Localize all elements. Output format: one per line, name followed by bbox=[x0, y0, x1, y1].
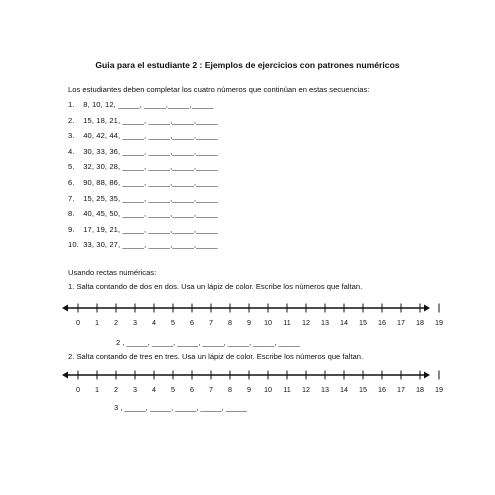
sequence-start: 33, 30, 27, bbox=[83, 240, 121, 250]
number-line-label: 11 bbox=[283, 385, 291, 394]
number-line-label: 10 bbox=[264, 385, 272, 394]
number-line-label: 6 bbox=[190, 385, 194, 394]
exercise-2-instruction: 2. Salta contando de tres en tres. Usa un lápiz de color. Escribe los números que faltan. bbox=[68, 352, 364, 361]
number-line-label: 4 bbox=[152, 385, 156, 394]
number-line-label: 5 bbox=[171, 385, 175, 394]
sequence-item bbox=[68, 225, 218, 234]
number-line-label: 10 bbox=[264, 318, 272, 327]
exercise-1-instruction: 1. Salta contando de dos en dos. Usa un lápiz de color. Escribe los números que faltan. bbox=[68, 282, 363, 291]
sequence-number: 1. bbox=[68, 100, 75, 109]
answer-blanks[interactable]: _____, _____,_____,_____ bbox=[122, 178, 218, 187]
number-line-label: 1 bbox=[95, 318, 99, 327]
arrow-left-icon bbox=[62, 305, 68, 312]
answer-blanks[interactable]: _____, _____,_____,_____ bbox=[122, 209, 218, 219]
sequence-number: 2. bbox=[68, 115, 75, 125]
sequence-item bbox=[68, 240, 218, 249]
answer-blanks[interactable]: _____, _____,_____,_____ bbox=[122, 146, 218, 156]
sequence-number: 10. bbox=[68, 240, 79, 250]
number-line-label: 3 bbox=[133, 318, 137, 327]
sequence-item bbox=[68, 178, 218, 187]
number-line-label: 13 bbox=[321, 318, 329, 327]
number-line-label: 17 bbox=[397, 385, 405, 394]
sequence-number: 3. bbox=[68, 131, 75, 141]
number-line-label: 5 bbox=[171, 318, 175, 327]
number-line-label: 0 bbox=[76, 318, 80, 327]
number-line-label: 2 bbox=[114, 318, 118, 327]
sequence-number: 6. bbox=[68, 178, 75, 187]
answer-blanks[interactable]: _____, _____,_____,_____ bbox=[122, 162, 218, 172]
sequence-item bbox=[68, 131, 218, 140]
sequence-item bbox=[68, 116, 218, 125]
answer-blanks[interactable]: _____, _____,_____,_____ bbox=[122, 115, 218, 125]
number-line-label: 9 bbox=[247, 385, 251, 394]
number-line-label: 12 bbox=[302, 318, 310, 327]
sequence-item bbox=[68, 147, 218, 156]
arrow-right-icon bbox=[424, 305, 430, 312]
number-line-label: 0 bbox=[76, 385, 80, 394]
number-line-label: 6 bbox=[190, 318, 194, 327]
answer-blanks[interactable]: _____, _____,_____,_____ bbox=[122, 224, 218, 234]
number-line-label: 3 bbox=[133, 385, 137, 394]
sequence-start: 90, 88, 86, bbox=[83, 178, 121, 187]
number-line-1 bbox=[60, 300, 443, 340]
sequence-start: 32, 30, 28, bbox=[83, 162, 121, 172]
sequence-item bbox=[68, 100, 213, 109]
answer-blanks[interactable]: _____, _____,_____,_____ bbox=[118, 100, 214, 109]
number-line-label: 9 bbox=[247, 318, 251, 327]
sequence-item bbox=[68, 209, 218, 218]
sequence-number: 5. bbox=[68, 162, 75, 172]
worksheet-title: Guia para el estudiante 2 : Ejemplos de ejercicios con patrones numéricos bbox=[95, 60, 400, 70]
sequence-item bbox=[68, 194, 218, 203]
number-line-label: 11 bbox=[283, 318, 291, 327]
number-line-label: 12 bbox=[302, 385, 310, 394]
number-line-label: 2 bbox=[114, 385, 118, 394]
answer-blanks[interactable]: _____, _____,_____,_____ bbox=[122, 240, 218, 250]
sequence-start: 17, 19, 21, bbox=[83, 224, 121, 234]
sequence-item bbox=[68, 162, 218, 171]
sequence-start: 15, 18, 21, bbox=[83, 115, 121, 125]
number-lines-heading: Usando rectas numéricas: bbox=[68, 268, 157, 277]
number-line-label: 16 bbox=[378, 318, 386, 327]
sequence-start: 40, 42, 44, bbox=[83, 131, 121, 141]
sequence-number: 9. bbox=[68, 224, 75, 234]
number-line-label: 15 bbox=[359, 385, 367, 394]
answer-blanks[interactable]: _____, _____,_____,_____ bbox=[122, 193, 218, 203]
exercise-2-answers: 3 , _____, _____, _____, _____, _____ bbox=[114, 403, 248, 412]
number-line-label: 14 bbox=[340, 385, 348, 394]
sequence-number: 7. bbox=[68, 193, 75, 203]
number-line-label: 19 bbox=[435, 385, 443, 394]
number-line-label: 18 bbox=[416, 385, 424, 394]
answer-blanks[interactable]: _____, _____,_____,_____ bbox=[122, 131, 218, 141]
number-line-label: 16 bbox=[378, 385, 386, 394]
sequence-start: 8, 10, 12, bbox=[83, 100, 116, 109]
sequence-start: 15, 25, 35, bbox=[83, 193, 121, 203]
instructions-text: Los estudiantes deben completar los cuatro números que continúan en estas secuencias: bbox=[68, 85, 370, 94]
number-line-label: 1 bbox=[95, 385, 99, 394]
exercise-1-answers: 2 , _____, _____, _____, _____, _____, _____, _____ bbox=[116, 338, 300, 347]
number-line-label: 13 bbox=[321, 385, 329, 394]
number-line-label: 17 bbox=[397, 318, 405, 327]
arrow-right-icon bbox=[424, 372, 430, 379]
sequence-number: 4. bbox=[68, 146, 75, 156]
number-line-label: 7 bbox=[209, 318, 213, 327]
sequence-start: 30, 33, 36, bbox=[83, 146, 121, 156]
number-line-label: 8 bbox=[228, 318, 232, 327]
arrow-left-icon bbox=[62, 372, 68, 379]
number-line-label: 15 bbox=[359, 318, 367, 327]
sequence-number: 8. bbox=[68, 209, 75, 219]
number-line-label: 14 bbox=[340, 318, 348, 327]
number-line-label: 8 bbox=[228, 385, 232, 394]
number-line-label: 7 bbox=[209, 385, 213, 394]
sequence-start: 40, 45, 50, bbox=[83, 209, 121, 219]
number-line-label: 4 bbox=[152, 318, 156, 327]
number-line-label: 18 bbox=[416, 318, 424, 327]
number-line-2 bbox=[60, 367, 443, 407]
number-line-label: 19 bbox=[435, 318, 443, 327]
